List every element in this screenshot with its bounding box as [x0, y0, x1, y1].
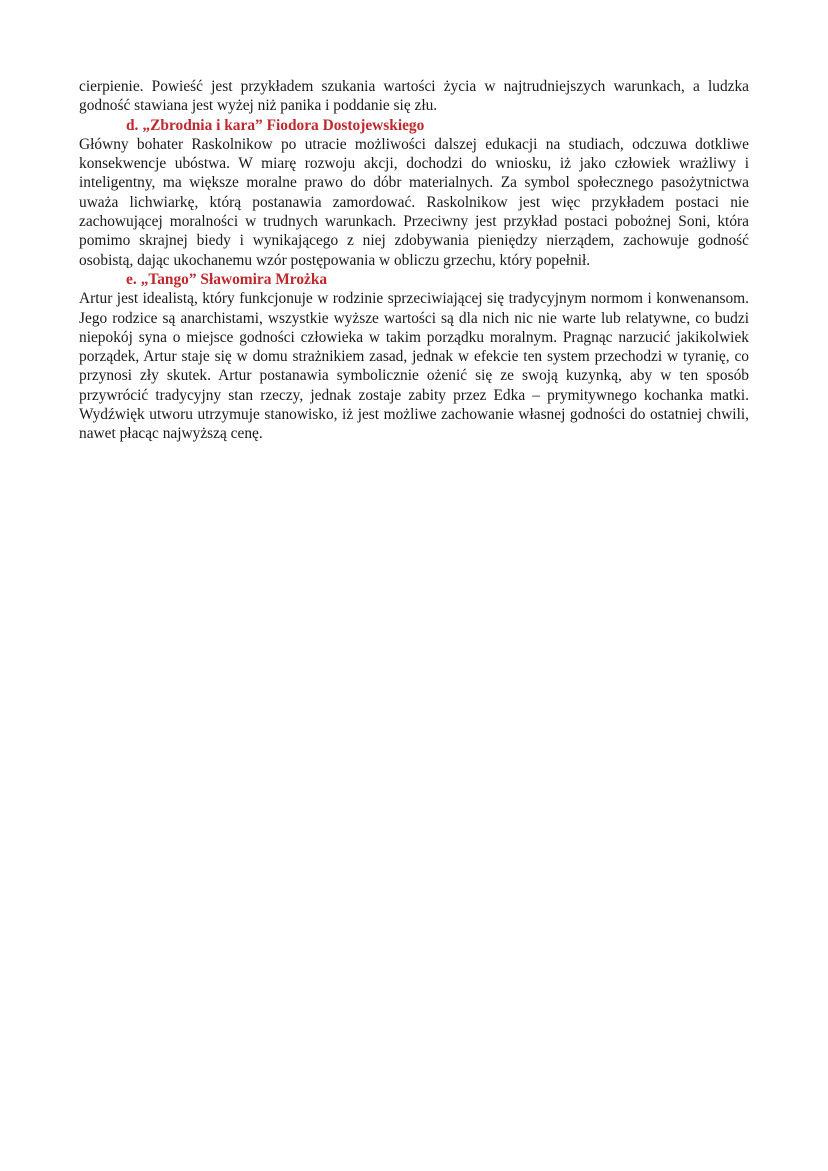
section-title-d: „Zbrodnia i kara” Fiodora Dostojewskiego: [142, 116, 425, 134]
section-title-e: „Tango” Sławomira Mrożka: [140, 270, 328, 288]
section-letter-d: d.: [126, 116, 139, 134]
section-heading-e: [79, 270, 749, 289]
document-page: [79, 77, 749, 444]
section-body-d: Główny bohater Raskolnikow po utracie możliwości dalszej edukacji na studiach, odczuwa dotkliwe konsekwencje ubóstwa. W miarę rozwoju akcji, dochodzi do wniosku, iż jako człowiek wrażliwy i inteligentny, ma większe moralne prawo do dóbr materialnych. Za symbol społecznego pasożytnictwa uważa lichwiarkę, którą postanawia zamordować. Raskolnikow jest więc przykładem postaci nie zachowującej moralności w trudnych warunkach. Przeciwny jest przykład postaci pobożnej Soni, która pomimo skrajnej biedy i wynikającego z niej zdobywania pieniędzy nierządem, zachowuje godność osobistą, dając ukochanemu wzór postępowania w obliczu grzechu, który popełnił.: [79, 135, 749, 269]
section-heading-d: [79, 116, 749, 135]
section-body-e: Artur jest idealistą, który funkcjonuje w rodzinie sprzeciwiającej się tradycyjnym normom i konwenansom. Jego rodzice są anarchistami, wszystkie wyższe wartości są dla nich nic nie warte lub relatywne, co budzi niepokój syna o miejsce godności człowieka w takim porządku moralnym. Pragnąc narzucić jakikolwiek porządek, Artur staje się w domu strażnikiem zasad, jednak w efekcie ten system przechodzi w tyranię, co przynosi zły skutek. Artur postanawia symbolicznie ożenić się ze swoją kuzynką, aby w ten sposób przywrócić tradycyjny stan rzeczy, jednak zostaje zabity przez Edka – prymitywnego kochanka matki. Wydźwięk utworu utrzymuje stanowisko, iż jest możliwe zachowanie własnej godności do ostatniej chwili, nawet płacąc najwyższą cenę.: [79, 290, 749, 443]
section-e: [79, 270, 749, 444]
intro-paragraph: cierpienie. Powieść jest przykładem szukania wartości życia w najtrudniejszych warunkach, a ludzka godność stawiana jest wyżej niż panika i poddanie się złu.: [79, 78, 749, 115]
section-letter-e: e.: [126, 270, 137, 288]
section-d: [79, 116, 749, 270]
